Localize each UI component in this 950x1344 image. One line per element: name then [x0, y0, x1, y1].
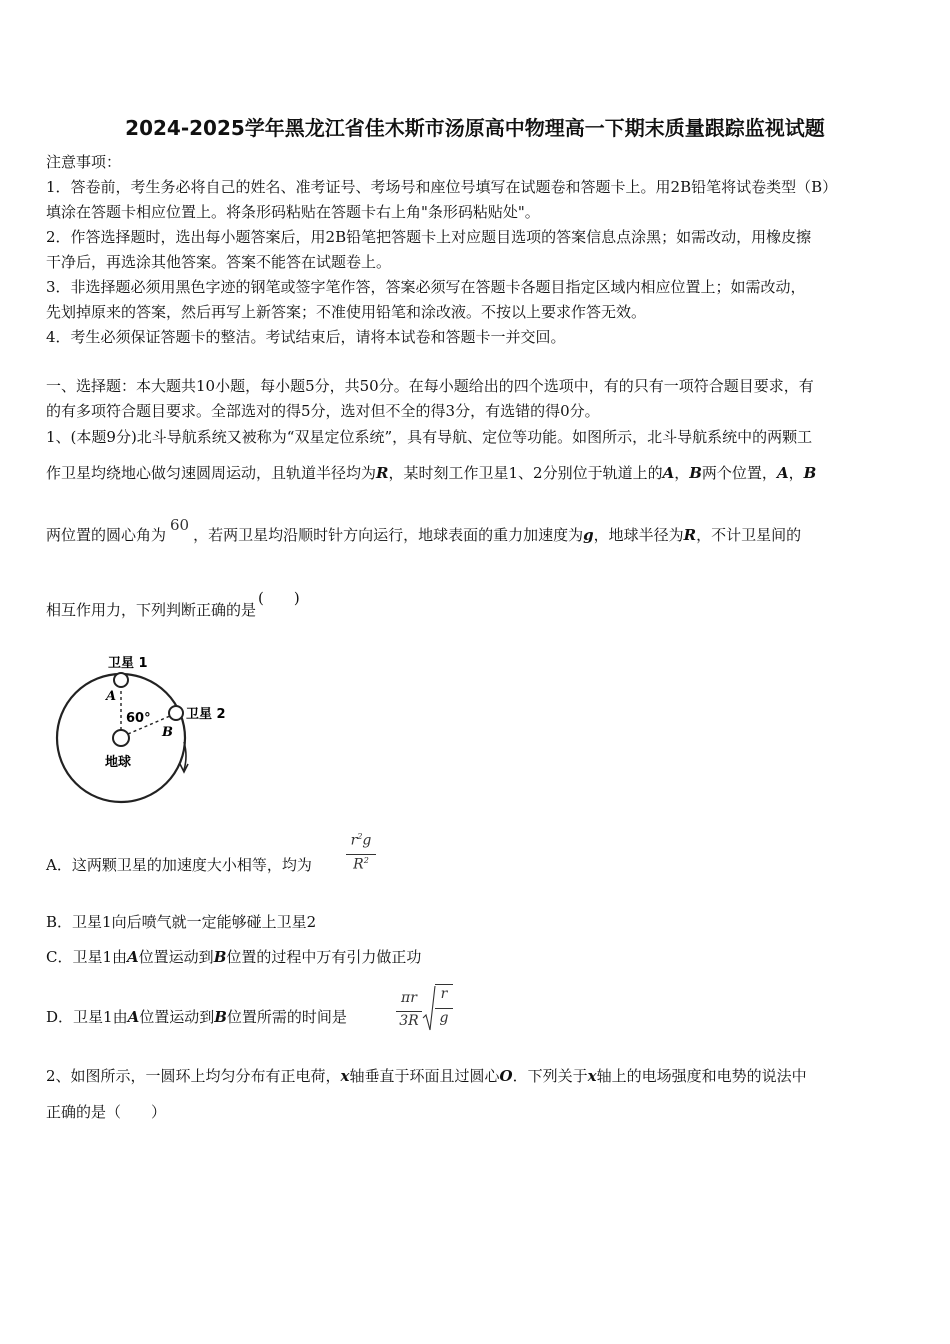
option-d-fraction: [396, 990, 422, 1034]
label-satellite-1: 卫星 1: [108, 656, 148, 671]
notice-line-4: 干净后，再选涂其他答案。答案不能答在试题卷上。: [46, 253, 392, 271]
q1-var-R: R: [683, 526, 697, 544]
q1-text: ，: [788, 464, 804, 482]
option-c-text: C．卫星1由: [46, 948, 128, 966]
label-earth: 地球: [105, 755, 132, 770]
option-c-text: 位置的过程中万有引力做正功: [226, 948, 422, 966]
q2-var-O: O: [499, 1067, 513, 1085]
direction-arrow: [184, 742, 186, 770]
q1-text: ，: [674, 464, 690, 482]
q1-line-4: [46, 589, 300, 620]
q1-line-2: [46, 463, 816, 483]
q1-var-A: A: [662, 464, 675, 482]
notice-line-3: 2．作答选择题时，选出每小题答案后，用2B铅笔把答题卡上对应题目选项的答案信息点涂黑；如需改动，用橡皮擦: [46, 228, 812, 246]
notice-line-6: 先划掉原来的答案，然后再写上新答案；不准使用铅笔和涂改液。不按以上要求作答无效。: [46, 303, 647, 321]
fraction-numerator: r: [440, 986, 448, 1002]
sqrt-fraction: [435, 986, 453, 1032]
q1-angle-value: 60: [170, 516, 190, 534]
q2-var-x: x: [340, 1067, 350, 1085]
section-line-1: 一、选择题：本大题共10小题，每小题5分，共50分。在每小题给出的四个选项中，有的只有一项符合题目要求，有: [46, 377, 814, 395]
q2-text: 轴上的电场强度和电势的说法中: [596, 1067, 807, 1085]
notice-line-1: 1．答卷前，考生务必将自己的姓名、准考证号、考场号和座位号填写在试题卷和答题卡上。用2B铅笔将试卷类型（B）: [46, 178, 838, 196]
q1-text: ，某时刻工作卫星1、2分别位于轨道上的: [388, 464, 663, 482]
q1-var-B: B: [689, 464, 702, 482]
earth-circle: [113, 730, 129, 746]
q2-text: ．下列关于: [512, 1067, 588, 1085]
sqrt-sign: [422, 984, 436, 1034]
option-d[interactable]: [46, 1007, 347, 1027]
notice-line-5: 3．非选择题必须用黑色字迹的钢笔或签字笔作答，答案必须写在答题卡各题目指定区域内相应位置上；如需改动，: [46, 278, 806, 296]
option-c[interactable]: [46, 947, 421, 967]
fraction-numerator: πr: [401, 990, 417, 1006]
notice-line-7: 4．考生必须保证答题卡的整洁。考试结束后，请将本试卷和答题卡一并交回。: [46, 328, 566, 346]
q2-line-2: 正确的是（ ）: [46, 1103, 167, 1121]
option-d-text: D．卫星1由: [46, 1008, 128, 1026]
q2-text: 2、如图所示，一圆环上均匀分布有正电荷，: [46, 1067, 341, 1085]
q1-var-A: A: [776, 464, 789, 482]
page-title: 2024-2025学年黑龙江省佳木斯市汤原高中物理高一下期末质量跟踪监视试题: [125, 116, 825, 140]
fraction-denominator: $R^2$: [353, 856, 369, 873]
label-point-A: A: [106, 689, 117, 704]
q1-text: ，若两卫星均沿顺时针方向运行，地球表面的重力加速度为: [193, 526, 584, 544]
q1-text: ，不计卫星间的: [696, 526, 802, 544]
option-d-var-B: B: [214, 1008, 227, 1026]
section-line-2: 的有多项符合题目要求。全部选对的得5分，选对但不全的得3分，有选错的得0分。: [46, 402, 600, 420]
q2-line-1: [46, 1066, 807, 1086]
q1-text: 相互作用力，下列判断正确的是: [46, 601, 257, 619]
notice-heading: 注意事项：: [46, 153, 122, 171]
option-d-var-A: A: [127, 1008, 140, 1026]
q2-text: 轴垂直于环面且过圆心: [349, 1067, 500, 1085]
option-a-fraction: [346, 832, 376, 878]
q1-var-g: g: [583, 526, 594, 544]
satellite-1-circle: [114, 673, 128, 687]
answer-paren: ( ): [258, 589, 300, 607]
q1-line-3: [46, 516, 802, 545]
q1-line-1: 1、(本题9分)北斗导航系统又被称为“双星定位系统”，具有导航、定位等功能。如图所示，北斗导航系统中的两颗工: [46, 428, 813, 446]
option-c-var-B: B: [213, 948, 227, 966]
option-a-text: A．这两颗卫星的加速度大小相等，均为: [46, 856, 312, 874]
fraction-bar: [346, 854, 376, 855]
q1-text: 两个位置，: [701, 464, 777, 482]
fraction-bar: [396, 1011, 422, 1012]
label-satellite-2: 卫星 2: [186, 707, 226, 722]
q1-var-R: R: [376, 464, 389, 482]
fraction-denominator: g: [439, 1010, 449, 1026]
fraction-bar: [435, 1008, 453, 1009]
sqrt-overbar: [435, 984, 453, 985]
label-angle: 60°: [126, 711, 151, 726]
q2-var-x: x: [587, 1067, 597, 1085]
satellite-2-circle: [169, 706, 183, 720]
q1-text: ，地球半径为: [593, 526, 684, 544]
option-c-text: 位置运动到: [138, 948, 214, 966]
option-a[interactable]: [46, 855, 312, 875]
q1-var-B: B: [803, 464, 817, 482]
option-d-text: 位置所需的时间是: [226, 1008, 347, 1026]
q1-text: 两位置的圆心角为: [46, 526, 167, 544]
notice-line-2: 填涂在答题卡相应位置上。将条形码粘贴在答题卡右上角"条形码粘贴处"。: [46, 203, 540, 221]
option-c-var-A: A: [127, 948, 139, 966]
option-d-text: 位置运动到: [139, 1008, 215, 1026]
q1-text: 作卫星均绕地心做匀速圆周运动，且轨道半径均为: [46, 464, 377, 482]
satellite-orbit-diagram: [50, 650, 250, 825]
option-b[interactable]: B．卫星1向后喷气就一定能够碰上卫星2: [46, 913, 317, 931]
fraction-numerator: $r^2g$: [350, 832, 372, 849]
label-point-B: B: [162, 725, 173, 740]
fraction-denominator: 3R: [399, 1013, 419, 1029]
